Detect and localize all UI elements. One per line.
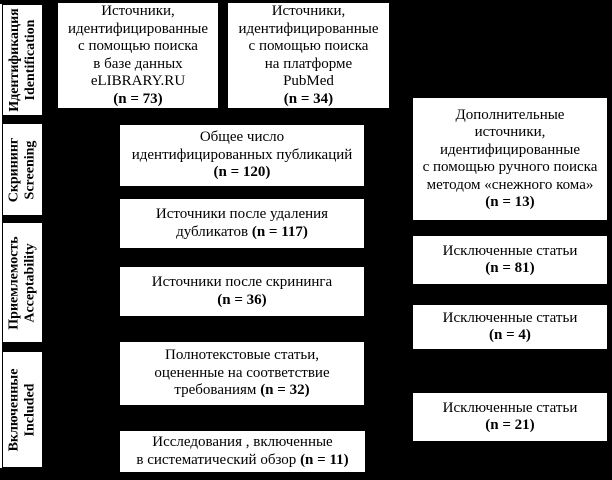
stage-acceptability bbox=[2, 222, 43, 343]
box-text-line: в базе данных bbox=[93, 55, 183, 72]
box-excluded-acceptability bbox=[412, 304, 608, 350]
box-text-line: с помощью поиска bbox=[248, 38, 369, 54]
stage-label bbox=[7, 8, 39, 112]
box-text-line: идентифицированных публикаций bbox=[131, 146, 353, 163]
box-text-line: методом «снежного кома» bbox=[426, 176, 594, 193]
box-text-line: идентифицированные bbox=[439, 141, 581, 158]
stage-identification bbox=[2, 4, 43, 116]
box-text-line: Полнотекстовые статьи, bbox=[165, 347, 319, 364]
box-fulltext-assessed bbox=[119, 341, 365, 406]
box-text-line: с помощью поиска bbox=[78, 38, 198, 54]
count-label: (n = 34) bbox=[283, 90, 334, 107]
stage-label-ru: Скрининг bbox=[6, 137, 22, 202]
count-label: (n = 13) bbox=[485, 194, 535, 210]
box-included-studies bbox=[119, 430, 366, 473]
box-elibrary-sources bbox=[57, 2, 219, 109]
box-text-line: идентифицированные bbox=[238, 20, 379, 37]
box-additional-sources bbox=[412, 97, 608, 221]
stage-screening bbox=[2, 123, 43, 216]
box-text-tail: в систематический обзор bbox=[136, 451, 297, 468]
box-excluded-included bbox=[412, 392, 608, 442]
count-label: (n = 36) bbox=[217, 291, 267, 308]
count-label: (n = 11) bbox=[300, 451, 349, 468]
box-text-tail: дубликатов bbox=[176, 223, 249, 240]
stage-label-en: Included bbox=[22, 383, 38, 436]
box-text-tail: требованиям bbox=[174, 382, 257, 399]
stage-label-ru: Приемлемость bbox=[6, 235, 22, 330]
box-after-deduplication bbox=[119, 198, 365, 249]
stage-included bbox=[2, 351, 43, 468]
count-label: (n = 32) bbox=[260, 382, 310, 399]
stage-label-en: Identification bbox=[22, 19, 38, 101]
stage-label bbox=[7, 368, 39, 451]
box-excluded-screening bbox=[412, 235, 608, 285]
count-label: (n = 117) bbox=[251, 223, 308, 240]
stage-label-ru: Идентификация bbox=[6, 8, 22, 112]
box-text-line: PubMed bbox=[283, 73, 334, 89]
box-text-line: Общее число bbox=[199, 129, 285, 146]
box-text-line: Источники, bbox=[271, 3, 346, 19]
count-label: (n = 81) bbox=[485, 260, 535, 276]
count-label: (n = 4) bbox=[489, 327, 531, 343]
box-text-line bbox=[136, 452, 348, 470]
box-text-line: Исключенные статьи bbox=[442, 309, 578, 326]
box-text-line: eLIBRARY.RU bbox=[90, 73, 186, 89]
box-text-line: с помощью ручного поиска bbox=[422, 159, 598, 175]
box-pubmed-sources bbox=[227, 2, 390, 109]
count-label: (n = 21) bbox=[485, 417, 535, 433]
box-text-line bbox=[174, 382, 309, 400]
count-label: (n = 120) bbox=[213, 164, 271, 181]
box-text-line: оцененные на соответствие bbox=[154, 364, 330, 381]
box-text-line: источники, bbox=[474, 124, 546, 140]
box-text-line: на платформе bbox=[264, 55, 353, 72]
stage-label-en: Screening bbox=[22, 140, 38, 199]
box-total-identified bbox=[119, 124, 365, 187]
stage-label-ru: Включенные bbox=[6, 368, 22, 451]
stage-label bbox=[7, 236, 39, 329]
box-text-line: Исследования , включенные bbox=[152, 434, 333, 450]
box-text-line: Источники после скрининга bbox=[151, 274, 333, 290]
box-text-line: Дополнительные bbox=[455, 106, 565, 123]
box-text-line: Источники, bbox=[101, 3, 175, 19]
box-text-line: Источники после удаления bbox=[155, 206, 329, 222]
count-label: (n = 73) bbox=[113, 90, 163, 107]
box-text-line: Исключенные статьи bbox=[442, 242, 578, 259]
box-after-screening bbox=[119, 266, 365, 317]
stage-label-en: Acceptability bbox=[22, 242, 38, 323]
box-text-line: идентифицированные bbox=[67, 20, 209, 37]
stage-label bbox=[7, 137, 39, 202]
box-text-line bbox=[176, 224, 308, 242]
box-text-line: Исключенные статьи bbox=[442, 399, 578, 416]
